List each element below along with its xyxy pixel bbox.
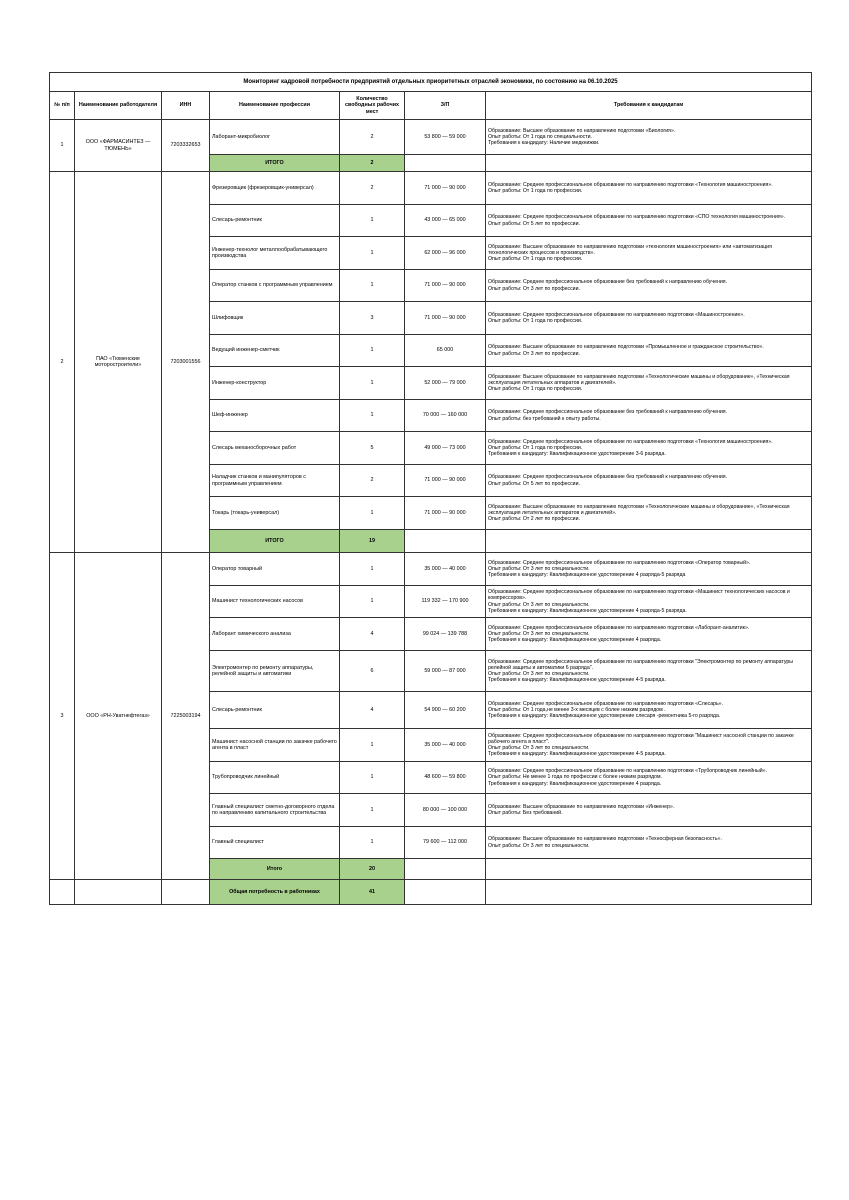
header-requirements: Требования к кандидатам [486, 92, 812, 120]
candidate-requirements: Образование: Высшее образование по направлению подготовки «Биология». Опыт работы: От 1 года по специальности. Требования к кандидату: Наличие медкнижки. [486, 120, 812, 155]
table-row [50, 120, 812, 155]
candidate-requirements: Образование: Среднее профессиональное образование по направлению подготовки "Машинист насосной станции по закачке рабочего агента в пласт". Опыт работы: От 3 лет по специальности. Требования к кандидату: Квалификационное удостоверение 4-5 разряда. [486, 729, 812, 762]
header-count: Количество свободных рабочих мест [340, 92, 405, 120]
employer-inn: 7203332653 [162, 120, 210, 172]
empty-cell [486, 859, 812, 880]
candidate-requirements: Образование: Среднее профессиональное образование по направлению подготовки «Технология машиностроения». Опыт работы: От 1 года по профессии. Требования к кандидату: Квалификационное удостоверение 3-6 разряда. [486, 432, 812, 465]
candidate-requirements: Образование: Высшее образование по направлению подготовки «Инженер». Опыт работы: Без требований. [486, 794, 812, 827]
profession-name: Оператор станков с программным управлением [210, 270, 340, 302]
profession-name: Слесарь-ремонтник [210, 692, 340, 729]
empty-cell [50, 880, 75, 905]
vacancy-count: 1 [340, 205, 405, 237]
header-inn: ИНН [162, 92, 210, 120]
salary-range: 99 024 — 139 788 [405, 618, 486, 651]
empty-cell [162, 880, 210, 905]
candidate-requirements: Образование: Среднее профессиональное образование по направлению подготовки «Лаборант-аналитик». Опыт работы: От 3 лет по специальности. Требования к кандидату: Квалификационное удостоверение 4 разряда. [486, 618, 812, 651]
candidate-requirements: Образование: Высшее образование по направлению подготовки «Технологические машины и оборудование», «Техническая эксплуатация летательных аппаратов и двигателей». Опыт работы: От 1 года по профессии. [486, 367, 812, 400]
empty-cell [75, 880, 162, 905]
salary-range: 80 000 — 100 000 [405, 794, 486, 827]
vacancy-count: 1 [340, 367, 405, 400]
vacancy-count: 1 [340, 586, 405, 618]
vacancy-table [49, 72, 812, 905]
empty-cell [486, 155, 812, 172]
table-row [50, 553, 812, 586]
profession-name: Оператор товарный [210, 553, 340, 586]
salary-range: 59 000 — 87 000 [405, 651, 486, 692]
row-number: 3 [50, 553, 75, 880]
grand-total-row [50, 880, 812, 905]
vacancy-count: 2 [340, 172, 405, 205]
vacancy-count: 4 [340, 692, 405, 729]
candidate-requirements: Образование: Среднее профессиональное образование по направлению подготовки «Оператор товарный». Опыт работы: От 3 лет по специальности. Требования к кандидату: Квалификационное удостоверение 4 разряда-5 разряда [486, 553, 812, 586]
table-row [50, 172, 812, 205]
vacancy-count: 1 [340, 335, 405, 367]
profession-name: Лаборант-микробиолог [210, 120, 340, 155]
vacancy-count: 1 [340, 497, 405, 530]
employer-name: ООО «ФАРМАСИНТЕЗ — ТЮМЕНЬ» [75, 120, 162, 172]
candidate-requirements: Образование: Высшее образование по направлению подготовки «Техносферная безопасность». Опыт работы: От 3 лет по специальности. [486, 827, 812, 859]
header-num: № п/п [50, 92, 75, 120]
empty-cell [405, 880, 486, 905]
vacancy-count: 3 [340, 302, 405, 335]
header-profession: Наименование профессии [210, 92, 340, 120]
salary-range: 49 000 — 73 000 [405, 432, 486, 465]
vacancy-count: 1 [340, 400, 405, 432]
candidate-requirements: Образование: Среднее профессиональное образование по направлению подготовки «Технология машиностроения». Опыт работы: От 1 года по профессии. [486, 172, 812, 205]
salary-range: 79 600 — 112 000 [405, 827, 486, 859]
row-number: 2 [50, 172, 75, 553]
salary-range: 71 000 — 90 000 [405, 270, 486, 302]
vacancy-count: 1 [340, 270, 405, 302]
candidate-requirements: Образование: Высшее образование по направлению подготовки «Технологические машины и оборудование», «Техническая эксплуатация летательных аппаратов и двигателей». Опыт работы: От 2 лет по профессии. [486, 497, 812, 530]
grand-total-label: Общая потребность в работниках [210, 880, 340, 905]
empty-cell [405, 859, 486, 880]
total-label: Итого [210, 859, 340, 880]
empty-cell [405, 155, 486, 172]
salary-range: 65 000 [405, 335, 486, 367]
profession-name: Машинист технологических насосов [210, 586, 340, 618]
vacancy-count: 1 [340, 553, 405, 586]
profession-name: Токарь (токарь-универсал) [210, 497, 340, 530]
table-title: Мониторинг кадровой потребности предприятий отдельных приоритетных отраслей экономики, по состоянию на 06.10.2025 [50, 73, 812, 92]
total-value: 19 [340, 530, 405, 553]
employer-name: ПАО «Тюменские моторостроители» [75, 172, 162, 553]
profession-name: Машинист насосной станции по закачке рабочего агента в пласт [210, 729, 340, 762]
employer-inn: 7225003194 [162, 553, 210, 880]
vacancy-count: 1 [340, 794, 405, 827]
salary-range: 54 900 — 60 200 [405, 692, 486, 729]
employer-name: ООО «РН-Уватнефтегаз» [75, 553, 162, 880]
profession-name: Шлифовщик [210, 302, 340, 335]
salary-range: 62 000 — 96 000 [405, 237, 486, 270]
profession-name: Трубопроводчик линейный [210, 762, 340, 794]
profession-name: Наладчик станков и манипуляторов с программным управлением [210, 465, 340, 497]
candidate-requirements: Образование: Среднее профессиональное образование по направлению подготовки «Машиностроение». Опыт работы: От 1 года по профессии. [486, 302, 812, 335]
vacancy-count: 6 [340, 651, 405, 692]
salary-range: 71 000 — 90 000 [405, 172, 486, 205]
candidate-requirements: Образование: Среднее профессиональное образование по направлению подготовки «СПО технология машиностроения». Опыт работы: От 5 лет по профессии. [486, 205, 812, 237]
profession-name: Слесарь механосборочных работ [210, 432, 340, 465]
profession-name: Главный специалист [210, 827, 340, 859]
vacancy-count: 1 [340, 827, 405, 859]
salary-range: 48 600 — 59 800 [405, 762, 486, 794]
vacancy-count: 2 [340, 465, 405, 497]
grand-total-value: 41 [340, 880, 405, 905]
total-label: ИТОГО [210, 155, 340, 172]
header-salary: З/П [405, 92, 486, 120]
profession-name: Фрезеровщик (фрезеровщик-универсал) [210, 172, 340, 205]
profession-name: Главный специалист сметно-договорного отдела по направлению капитального строительства [210, 794, 340, 827]
total-value: 20 [340, 859, 405, 880]
salary-range: 53 800 — 59 000 [405, 120, 486, 155]
candidate-requirements: Образование: Среднее профессиональное образование без требований к направлению обучения. Опыт работы: От 5 лет по профессии. [486, 465, 812, 497]
candidate-requirements: Образование: Среднее профессиональное образование по направлению подготовки "Электромонтер по ремонту аппаратуры релейной защиты и автоматики 6 разряда". Опыт работы: От 3 лет по специальности. Требования к кандидату: Квалификационное удостоверение 4-5 разряда. [486, 651, 812, 692]
salary-range: 35 000 — 40 000 [405, 553, 486, 586]
row-number: 1 [50, 120, 75, 172]
salary-range: 52 000 — 79 000 [405, 367, 486, 400]
vacancy-count: 1 [340, 762, 405, 794]
candidate-requirements: Образование: Среднее профессиональное образование без требований к направлению обучения. Опыт работы: От 3 лет по профессии. [486, 270, 812, 302]
salary-range: 119 332 — 170 900 [405, 586, 486, 618]
vacancy-count: 1 [340, 729, 405, 762]
vacancy-count: 1 [340, 237, 405, 270]
candidate-requirements: Образование: Среднее профессиональное образование по направлению подготовки «Трубопроводчик линейный». Опыт работы: Не менее 1 года по профессии с более низким разрядом. Требования к кандидату: Квалификационное удостоверение 4 разряда. [486, 762, 812, 794]
salary-range: 71 000 — 90 000 [405, 465, 486, 497]
profession-name: Ведущий инженер-сметчик [210, 335, 340, 367]
vacancy-count: 2 [340, 120, 405, 155]
table-body [50, 120, 812, 905]
total-label: ИТОГО [210, 530, 340, 553]
profession-name: Электромонтер по ремонту аппаратуры, релейной защиты и автоматики [210, 651, 340, 692]
profession-name: Инженер-конструктор [210, 367, 340, 400]
candidate-requirements: Образование: Высшее образование по направлению подготовки «технология машиностроения» или «автоматизация технологических процессов и производств». Опыт работы: От 1 года по профессии. [486, 237, 812, 270]
vacancy-count: 4 [340, 618, 405, 651]
candidate-requirements: Образование: Высшее образование по направлению подготовки «Промышленное и гражданское строительство». Опыт работы: От 3 лет по профессии. [486, 335, 812, 367]
salary-range: 43 000 — 65 000 [405, 205, 486, 237]
salary-range: 71 000 — 90 000 [405, 497, 486, 530]
candidate-requirements: Образование: Среднее профессиональное образование без требований к направлению обучения. Опыт работы: без требований к опыту работы. [486, 400, 812, 432]
employer-inn: 7203001556 [162, 172, 210, 553]
empty-cell [486, 880, 812, 905]
empty-cell [405, 530, 486, 553]
profession-name: Слесарь-ремонтник [210, 205, 340, 237]
header-employer: Наименование работодателя [75, 92, 162, 120]
salary-range: 70 000 — 160 000 [405, 400, 486, 432]
salary-range: 35 000 — 40 000 [405, 729, 486, 762]
profession-name: Лаборант химического анализа [210, 618, 340, 651]
profession-name: Шеф-инженер [210, 400, 340, 432]
total-value: 2 [340, 155, 405, 172]
candidate-requirements: Образование: Среднее профессиональное образование по направлению подготовки «Машинист технологических насосов и компрессоров». Опыт работы: От 3 лет по специальности. Требования к кандидату: Квалификационное удостоверение 4 разряда-5 разряда. [486, 586, 812, 618]
empty-cell [486, 530, 812, 553]
salary-range: 71 000 — 90 000 [405, 302, 486, 335]
vacancy-count: 5 [340, 432, 405, 465]
candidate-requirements: Образование: Среднее профессиональное образование по направлению подготовки «Слесарь». Опыт работы: От 1 года,не менее 3-х месяцев с более низким разрядом . Требования к кандидату: Квалификационное удостоверение слесаря -ремонтника 5-го разряда. [486, 692, 812, 729]
profession-name: Инженер-технолог металлообрабатывающего производства [210, 237, 340, 270]
